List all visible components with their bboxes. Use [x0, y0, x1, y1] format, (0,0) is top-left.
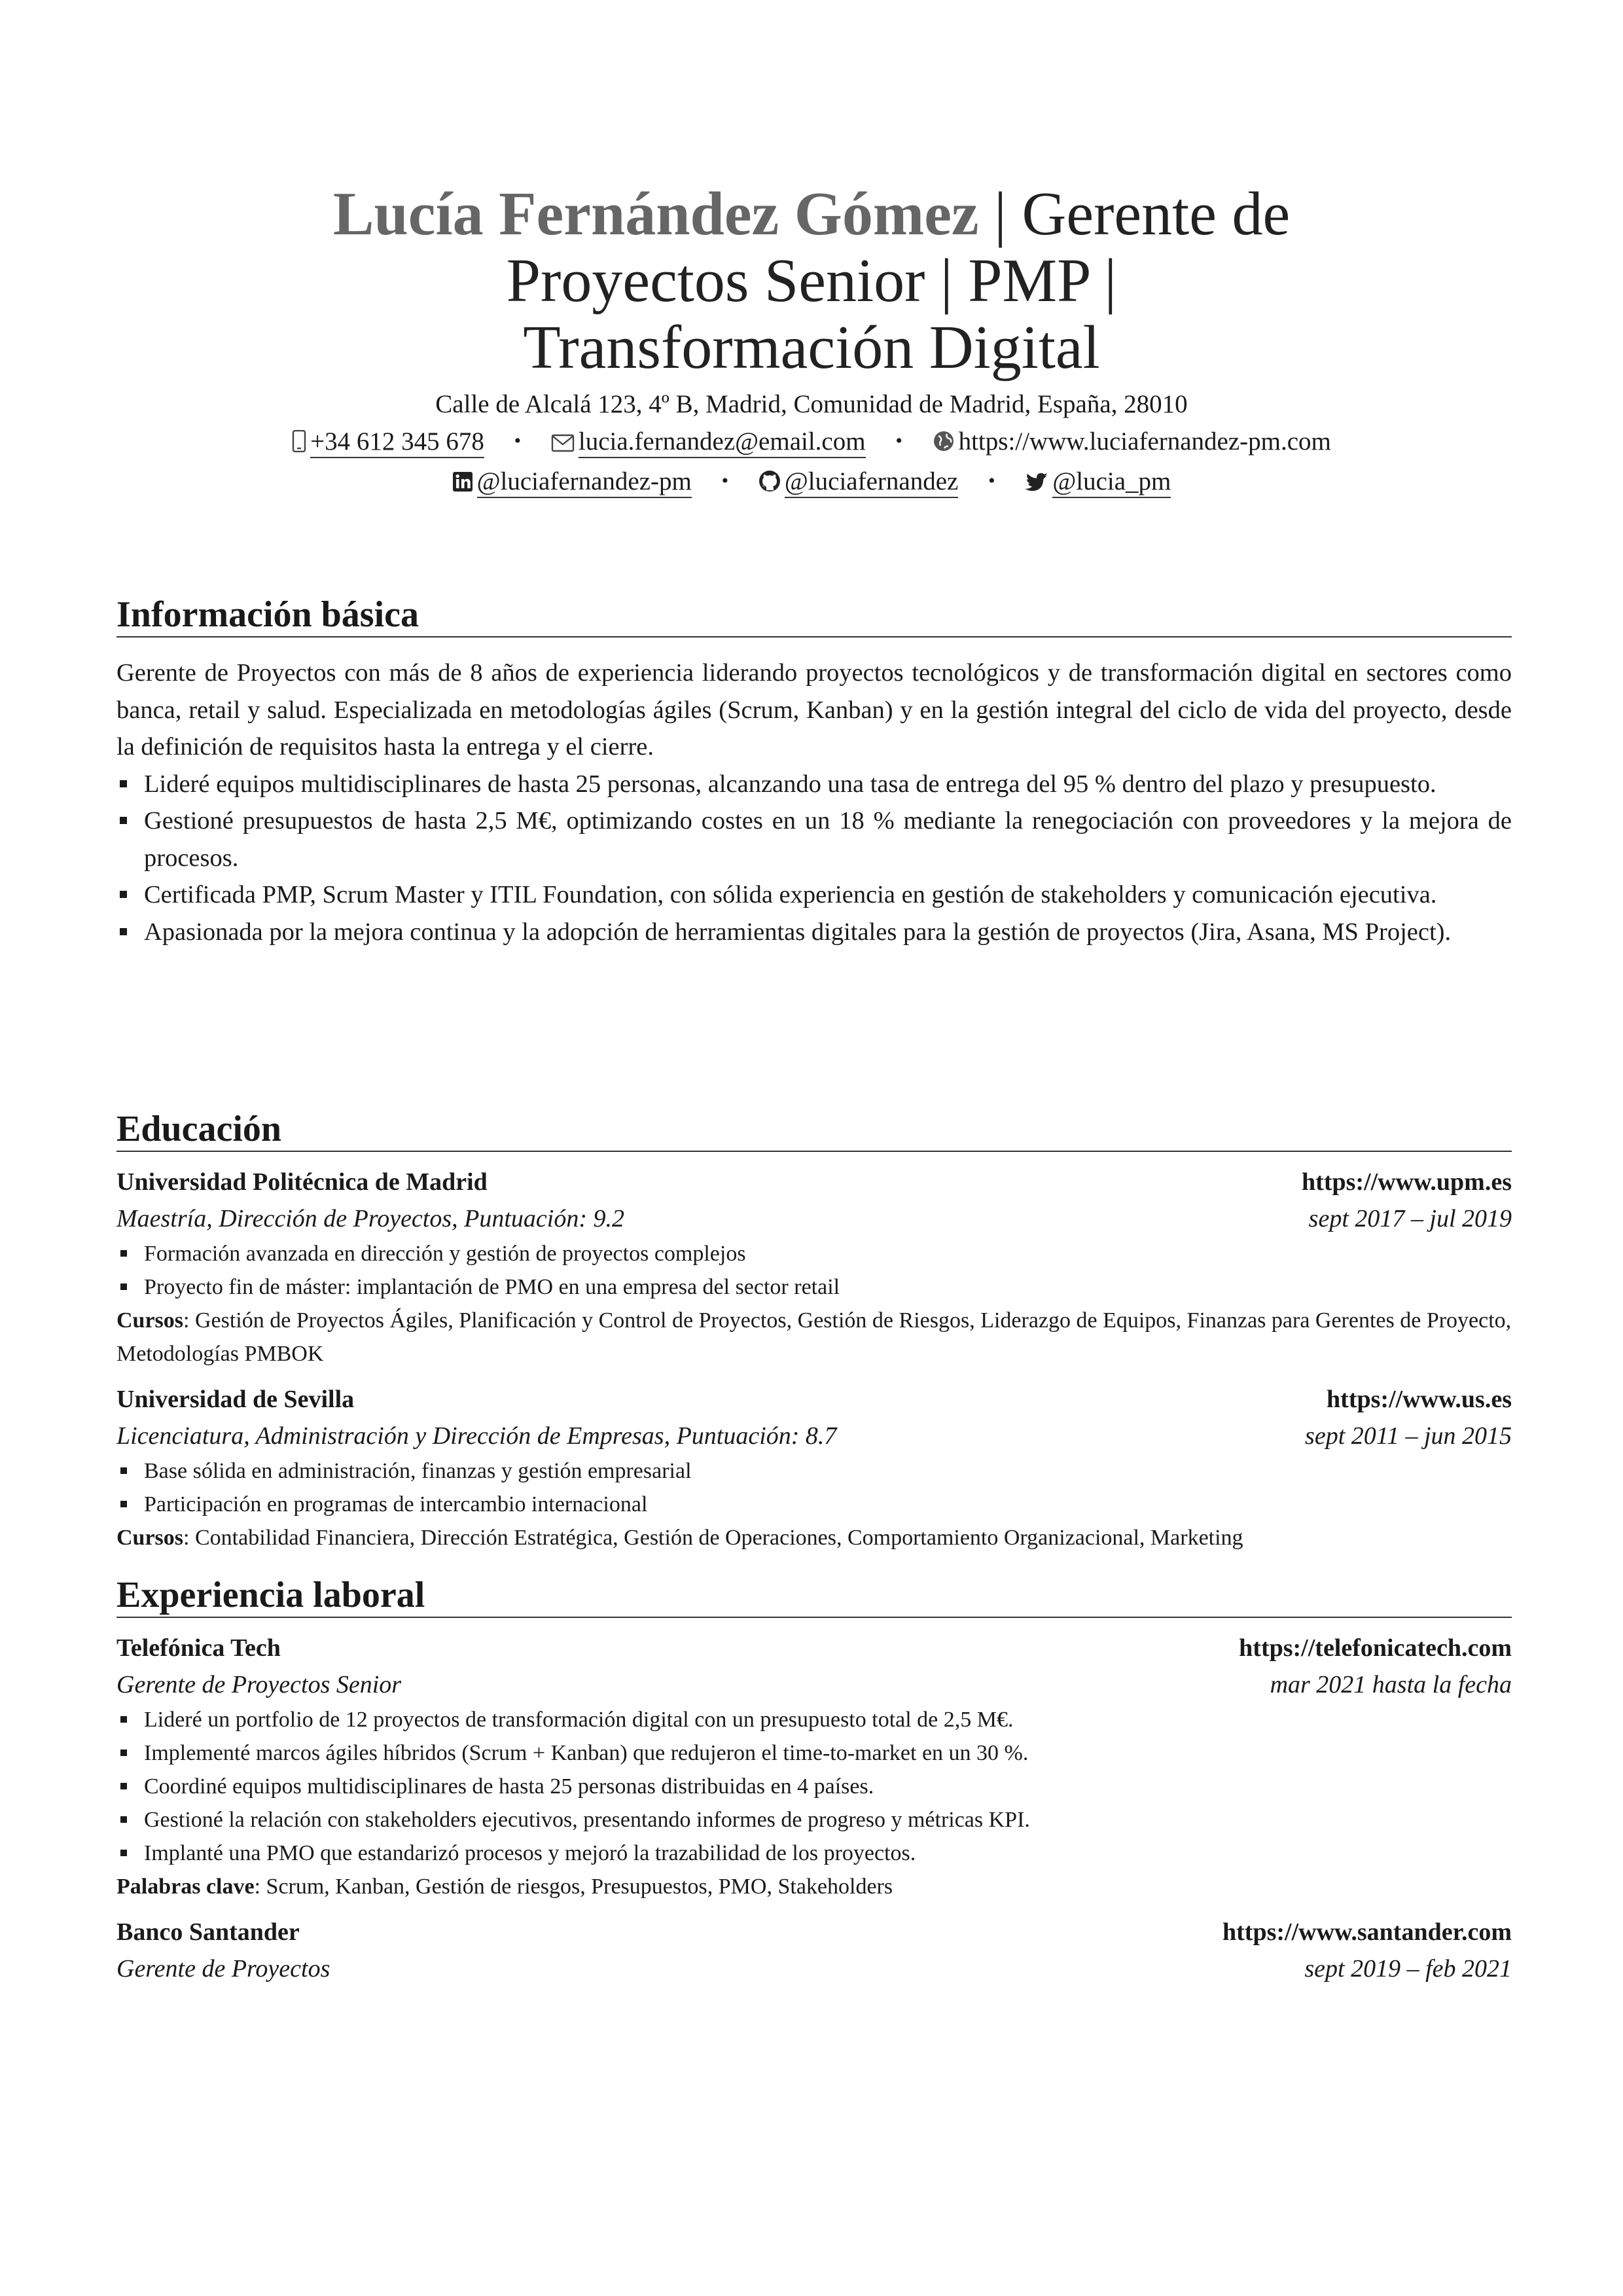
phone-contact[interactable] — [292, 423, 484, 463]
education-bullet: Participación en programas de intercambio internacional — [116, 1488, 1512, 1521]
email-link[interactable]: lucia.fernandez@email.com — [579, 427, 866, 458]
contact-line-1 — [118, 423, 1505, 463]
experience-bullets — [116, 1703, 1512, 1870]
experience-section — [116, 1573, 1512, 1987]
entry-header — [116, 1381, 1512, 1418]
job-role: Gerente de Proyectos Senior — [116, 1671, 402, 1698]
contact-separator: • — [514, 430, 522, 452]
summary-bullets — [116, 766, 1512, 951]
institution-url[interactable]: https://www.us.es — [1327, 1386, 1512, 1413]
contact-line-2 — [118, 463, 1505, 503]
institution-name: Universidad de Sevilla — [116, 1386, 355, 1413]
education-bullets — [116, 1454, 1512, 1521]
degree: Maestría, Dirección de Proyectos, Puntuación: 9.2 — [116, 1205, 624, 1232]
twitter-link[interactable]: @lucia_pm — [1052, 467, 1171, 498]
resume-header — [118, 181, 1505, 503]
twitter-icon — [1025, 466, 1048, 503]
keywords-list: Scrum, Kanban, Gestión de riesgos, Presupuestos, PMO, Stakeholders — [266, 1874, 893, 1899]
entry-header — [116, 1164, 1512, 1200]
website-contact[interactable] — [933, 423, 1331, 463]
mobile-phone-icon — [292, 426, 306, 463]
headline-part-2: Proyectos Senior | PMP | — [506, 247, 1117, 315]
contact-separator: • — [988, 470, 995, 492]
summary-bullet: Lideré equipos multidisciplinares de hasta 25 personas, alcanzando una tasa de entrega del 95 % dentro del plazo y presupuesto. — [116, 766, 1512, 803]
experience-entry — [116, 1630, 1512, 1903]
courses-line: Cursos: Gestión de Proyectos Ágiles, Planificación y Control de Proyectos, Gestión de Riesgos, Liderazgo de Equipos, Finanzas para Gerentes de Proyecto, Metodologías PMBOK — [116, 1308, 1512, 1366]
degree: Licenciatura, Administración y Dirección de Empresas, Puntuación: 8.7 — [116, 1422, 837, 1450]
company-name: Telefónica Tech — [116, 1634, 281, 1662]
website-link[interactable]: https://www.luciafernandez-pm.com — [958, 427, 1331, 456]
education-entry — [116, 1164, 1512, 1371]
headline-part-3: Transformación Digital — [523, 314, 1100, 382]
contact-separator: • — [895, 430, 902, 452]
education-bullets — [116, 1237, 1512, 1304]
courses-list: Contabilidad Financiera, Dirección Estratégica, Gestión de Operaciones, Comportamiento Organizacional, Marketing — [194, 1526, 1243, 1550]
company-url[interactable]: https://telefonicatech.com — [1239, 1634, 1512, 1662]
summary-section — [116, 593, 1512, 950]
summary-intro: Gerente de Proyectos con más de 8 años de experiencia liderando proyectos tecnológicos y de transformación digital en sectores como banca, retail y salud. Especializada en metodologías ágiles (Scrum, Kanban) y en la gestión integral del ciclo de vida del proyecto, desde la definición de requisitos hasta la entrega y el cierre. — [116, 659, 1512, 761]
education-bullet: Proyecto fin de máster: implantación de PMO en una empresa del sector retail — [116, 1270, 1512, 1304]
envelope-icon — [551, 426, 575, 463]
globe-icon — [933, 426, 955, 463]
job-role: Gerente de Proyectos — [116, 1955, 330, 1982]
summary-bullet: Gestioné presupuestos de hasta 2,5 M€, optimizando costes en un 18 % mediante la renegociación con proveedores y la mejora de procesos. — [116, 802, 1512, 876]
resume-title — [118, 181, 1505, 381]
linkedin-icon — [452, 466, 473, 503]
courses-line: Cursos: Contabilidad Financiera, Dirección Estratégica, Gestión de Operaciones, Comportamiento Organizacional, Marketing — [116, 1526, 1243, 1550]
date-range: sept 2019 – feb 2021 — [1304, 1955, 1512, 1982]
company-url[interactable]: https://www.santander.com — [1222, 1918, 1512, 1946]
github-contact[interactable] — [758, 463, 958, 503]
education-bullet: Formación avanzada en dirección y gestión de proyectos complejos — [116, 1237, 1512, 1270]
summary-bullet: Apasionada por la mejora continua y la adopción de herramientas digitales para la gestión de proyectos (Jira, Asana, MS Project). — [116, 914, 1512, 951]
full-name: Lucía Fernández Gómez — [332, 180, 979, 248]
entry-subheader — [116, 1666, 1512, 1703]
education-bullet: Base sólida en administración, finanzas y gestión empresarial — [116, 1454, 1512, 1488]
entry-subheader — [116, 1200, 1512, 1237]
headline-part-1: | Gerente de — [978, 180, 1291, 248]
company-name: Banco Santander — [116, 1918, 300, 1946]
summary-bullet: Certificada PMP, Scrum Master y ITIL Foundation, con sólida experiencia en gestión de stakeholders y comunicación ejecutiva. — [116, 876, 1512, 914]
email-contact[interactable] — [551, 423, 866, 463]
contact-separator: • — [721, 470, 729, 492]
date-range: sept 2011 – jun 2015 — [1305, 1422, 1512, 1450]
courses-label: Cursos — [116, 1308, 184, 1333]
github-icon — [758, 466, 781, 503]
entry-subheader — [116, 1950, 1512, 1987]
date-range: mar 2021 hasta la fecha — [1270, 1671, 1512, 1698]
date-range: sept 2017 – jul 2019 — [1308, 1205, 1512, 1232]
github-link[interactable]: @luciafernandez — [785, 467, 958, 498]
entry-subheader — [116, 1418, 1512, 1454]
education-section — [116, 1107, 1512, 1554]
section-heading-summary: Información básica — [116, 593, 1512, 637]
section-heading-experience: Experiencia laboral — [116, 1573, 1512, 1618]
experience-bullet: Lideré un portfolio de 12 proyectos de transformación digital con un presupuesto total de 2,5 M€. — [116, 1703, 1512, 1736]
keywords-line: Palabras clave: Scrum, Kanban, Gestión de riesgos, Presupuestos, PMO, Stakeholders — [116, 1874, 893, 1899]
entry-header — [116, 1914, 1512, 1950]
courses-label: Cursos — [116, 1526, 184, 1550]
institution-url[interactable]: https://www.upm.es — [1302, 1168, 1512, 1196]
institution-name: Universidad Politécnica de Madrid — [116, 1168, 488, 1196]
experience-entry — [116, 1914, 1512, 1987]
entry-header — [116, 1630, 1512, 1666]
courses-list: Gestión de Proyectos Ágiles, Planificación y Control de Proyectos, Gestión de Riesgos, Liderazgo de Equipos, Finanzas para Gerentes de Proyecto, Metodologías PMBOK — [116, 1308, 1512, 1366]
experience-bullet: Implanté una PMO que estandarizó procesos y mejoró la trazabilidad de los proyectos. — [116, 1837, 1512, 1870]
experience-bullet: Implementé marcos ágiles híbridos (Scrum + Kanban) que redujeron el time-to-market en un 30 %. — [116, 1736, 1512, 1770]
keywords-label: Palabras clave — [116, 1874, 255, 1899]
linkedin-link[interactable]: @luciafernandez-pm — [477, 467, 692, 498]
experience-bullet: Coordiné equipos multidisciplinares de hasta 25 personas distribuidas en 4 países. — [116, 1770, 1512, 1803]
section-heading-education: Educación — [116, 1107, 1512, 1152]
education-entry — [116, 1381, 1512, 1554]
phone-link[interactable]: +34 612 345 678 — [310, 427, 484, 458]
experience-bullet: Gestioné la relación con stakeholders ejecutivos, presentando informes de progreso y métricas KPI. — [116, 1803, 1512, 1837]
address: Calle de Alcalá 123, 4º B, Madrid, Comunidad de Madrid, España, 28010 — [435, 390, 1188, 418]
linkedin-contact[interactable] — [452, 463, 692, 503]
twitter-contact[interactable] — [1025, 463, 1171, 503]
